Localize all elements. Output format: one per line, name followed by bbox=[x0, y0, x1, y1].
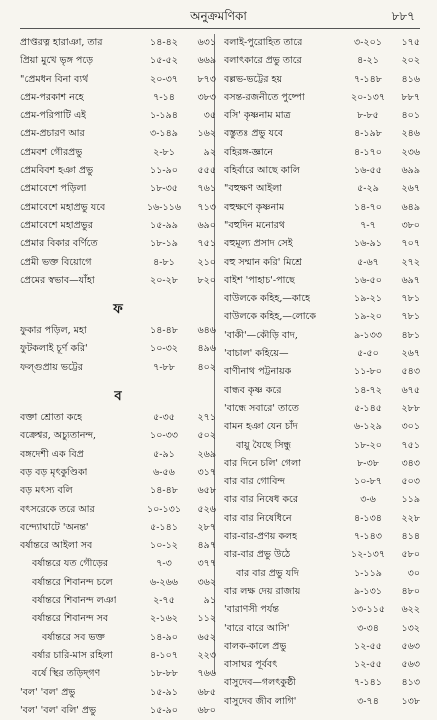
entry-page: ৪১৩ bbox=[401, 677, 420, 689]
entry-text: বহুক্ষণে কৃষ্ণনাম bbox=[224, 201, 285, 213]
entry-page: ৫৮০ bbox=[401, 549, 420, 561]
entry-page: ৩০১ bbox=[401, 421, 420, 433]
page-header bbox=[0, 6, 437, 28]
entry-page: ২২৮ bbox=[401, 512, 420, 524]
entry-reference: ৪-৮১ bbox=[153, 256, 175, 268]
entry-reference: ৭-৭ bbox=[360, 219, 376, 231]
entry-text: বায়ু যৈছে সিন্ধু bbox=[236, 439, 292, 451]
entry-text: বামন হঞা যেন চাঁদ bbox=[224, 421, 298, 433]
entry-page: ২৮৮ bbox=[401, 402, 420, 414]
entry-page: ৬৫৮ bbox=[197, 485, 216, 497]
index-entry bbox=[224, 125, 420, 143]
entry-text: বার-বার প্রভু উঠে bbox=[224, 549, 291, 561]
entry-text: বর্ষান্তরে শিবানন্দ লঞা bbox=[32, 595, 117, 607]
index-entry bbox=[20, 162, 216, 180]
entry-reference: ৫-১৪৫ bbox=[354, 402, 382, 414]
entry-text: বর্ষার চারি-মাস রহিলা bbox=[32, 649, 113, 661]
entry-reference: ৩-৬ bbox=[360, 494, 376, 506]
entry-reference: ২০-২৮ bbox=[150, 274, 178, 286]
entry-reference: ১০-১২ bbox=[150, 540, 178, 552]
entry-reference: ৮-৮৫ bbox=[357, 110, 379, 122]
entry-page: ৩৪৩ bbox=[401, 457, 420, 469]
index-entry bbox=[20, 519, 216, 537]
entry-page: ৬৯৯ bbox=[401, 165, 420, 177]
entry-reference: ১১-৯০ bbox=[150, 165, 178, 177]
entry-text: বঙ্গদেশী এক বিপ্র bbox=[20, 448, 84, 460]
entry-reference: ৪-২১ bbox=[357, 55, 379, 67]
entry-text: বাউলকে কহিহ,—কাহে bbox=[224, 293, 311, 305]
index-entry bbox=[20, 359, 216, 377]
index-entry bbox=[20, 107, 216, 125]
entry-reference: ৭-১৪ bbox=[153, 91, 175, 103]
entry-text: "প্রেমধন বিনা ব্যর্থ bbox=[20, 73, 89, 85]
entry-text: বাসুদেব জীব লাগি' bbox=[224, 695, 297, 707]
entry-page: ৮২০ bbox=[197, 274, 216, 286]
entry-page: ৫০২ bbox=[197, 430, 216, 442]
entry-reference: ১৮-৩৫ bbox=[150, 183, 178, 195]
index-entry bbox=[224, 491, 420, 509]
index-entry bbox=[224, 656, 420, 674]
entry-page: ২৪৬ bbox=[401, 128, 420, 140]
entry-text: বলাৎকারে প্রভু তারে bbox=[224, 55, 302, 67]
index-entry bbox=[224, 52, 420, 70]
entry-reference: ২-১৬২ bbox=[150, 613, 178, 625]
entry-page: ৭৬৬ bbox=[197, 668, 216, 680]
index-entry bbox=[20, 52, 216, 70]
entry-reference: ৫-৯১ bbox=[153, 448, 175, 460]
index-entry bbox=[224, 601, 420, 619]
entry-page: ৬৭৫ bbox=[401, 384, 420, 396]
entry-reference: ৩-১৪৯ bbox=[150, 128, 178, 140]
entry-reference: ৬-৫৬ bbox=[153, 466, 175, 478]
entry-reference: ১৯-২০ bbox=[354, 311, 382, 323]
entry-page: ৬৯০ bbox=[197, 219, 216, 231]
entry-page: ৪০২ bbox=[197, 361, 216, 373]
index-entry bbox=[20, 272, 216, 290]
entry-reference: ৫-৩৫ bbox=[153, 412, 175, 424]
index-entry bbox=[20, 322, 216, 340]
entry-text: বসন্ত-রজনীতে পুষ্পো bbox=[224, 91, 305, 103]
entry-text: বার-বার-প্রণয় কলহ bbox=[224, 531, 298, 543]
entry-reference: ১৮-৮৮ bbox=[150, 668, 178, 680]
entry-page: ৪১৬ bbox=[401, 73, 420, 85]
entry-text: প্রেমার বিকার বর্ণিতে bbox=[20, 238, 98, 250]
entry-page: ৪১৪ bbox=[401, 531, 420, 543]
entry-reference: ১২-১৩৭ bbox=[350, 549, 386, 561]
entry-reference: ১৪-৭২ bbox=[354, 384, 382, 396]
entry-reference: ১২-৫৫ bbox=[354, 640, 382, 652]
entry-text: প্রিয়া মুখে ভৃঙ্গ পড়ে bbox=[20, 55, 93, 67]
entry-page: ৯২ bbox=[203, 146, 216, 158]
entry-reference: ৯-১৩৩ bbox=[354, 329, 382, 341]
entry-page: ৬৯৭ bbox=[401, 274, 420, 286]
entry-reference: ৪-১০৭ bbox=[150, 649, 178, 661]
index-entry bbox=[20, 555, 216, 573]
entry-reference: ১০-৮৭ bbox=[354, 476, 382, 488]
entry-text: 'বান্ধে সবারে' তাতে bbox=[224, 402, 299, 414]
index-entry bbox=[20, 592, 216, 610]
entry-text: বক্রেশ্বর, অচ্যুতানন্দ, bbox=[20, 430, 97, 442]
entry-reference: ১২-৫৫ bbox=[354, 659, 382, 671]
entry-reference: ১০-৩২ bbox=[150, 343, 178, 355]
index-entry bbox=[224, 162, 420, 180]
index-entry bbox=[20, 199, 216, 217]
entry-reference: ২-৮১ bbox=[153, 146, 175, 158]
entry-page: ৩০ bbox=[407, 567, 420, 579]
entry-text: ফুটকলাই চূর্ণ করি' bbox=[20, 343, 88, 355]
entry-page: ৮৭৩ bbox=[197, 73, 216, 85]
index-entry bbox=[20, 180, 216, 198]
entry-page: ১৭৫ bbox=[401, 37, 420, 48]
entry-text: বার বার নিষেধ করে bbox=[224, 494, 299, 506]
entry-reference: ৬-২৬৬ bbox=[150, 576, 178, 588]
entry-reference: ১৬-৫৫ bbox=[354, 165, 382, 177]
index-entry bbox=[20, 34, 216, 52]
entry-text: বাউলকে কহিহ,—লোকে bbox=[224, 311, 317, 323]
entry-reference: ১৪-৪২ bbox=[150, 37, 178, 48]
entry-reference: ১৫-৯৯ bbox=[150, 219, 178, 231]
entry-reference: ৪-১৭০ bbox=[354, 146, 382, 158]
entry-page: ২৮৭ bbox=[197, 521, 216, 533]
entry-text: "বহুক্ষণ আইলা bbox=[224, 183, 283, 195]
index-entry bbox=[20, 427, 216, 445]
entry-text: প্রেমাবেশে মহাপ্রভু যবে bbox=[20, 201, 106, 213]
index-entry bbox=[20, 665, 216, 683]
entry-reference: ১০-৩৩ bbox=[150, 430, 178, 442]
entry-text: প্রেমী ভক্ত বিয়োগে bbox=[20, 256, 92, 268]
entry-page: ৩৭৭ bbox=[197, 558, 216, 570]
entry-page: ৭৫১ bbox=[197, 238, 216, 250]
index-entry bbox=[20, 125, 216, 143]
index-entry bbox=[20, 684, 216, 702]
section-letter: ব bbox=[114, 389, 122, 405]
entry-page: ২১০ bbox=[197, 256, 216, 268]
entry-text: বাসুদেব—গলৎকুষ্ঠী bbox=[224, 677, 296, 689]
entry-text: বন্দ্যোঘাটে 'অনন্ত' bbox=[20, 521, 89, 533]
section-letter: ফ bbox=[113, 302, 123, 318]
entry-text: বালক-কালে প্রভু bbox=[224, 640, 287, 652]
entry-reference: ১৪-৭০ bbox=[354, 201, 382, 213]
entry-text: প্রেমবিবশ হঞা প্রভু bbox=[20, 165, 94, 177]
index-entry bbox=[20, 340, 216, 358]
index-entry bbox=[224, 235, 420, 253]
entry-page: ১৩২ bbox=[401, 622, 420, 634]
entry-text: বাণীনাথ পট্টনায়ক bbox=[224, 366, 292, 378]
section-gap bbox=[20, 290, 216, 298]
index-entry bbox=[224, 345, 420, 363]
entry-reference: ২০-১৩৭ bbox=[350, 91, 386, 103]
entry-page: ২৭১ bbox=[197, 412, 216, 424]
entry-page: ১৬২ bbox=[197, 128, 216, 140]
entry-text: বসি' কৃষ্ণনাম মাত্র bbox=[224, 110, 291, 122]
index-entry bbox=[20, 254, 216, 272]
entry-reference: ৫-৬৭ bbox=[357, 256, 379, 268]
entry-reference: ৫-৫০ bbox=[357, 348, 379, 360]
entry-text: প্রেমাবেশে পড়িলা bbox=[20, 183, 87, 195]
entry-text: বস্তুতঃ প্রভু যবে bbox=[224, 128, 284, 140]
index-entry bbox=[20, 610, 216, 628]
entry-page: ৫৪৩ bbox=[401, 366, 420, 378]
entry-reference: ২০-৩৭ bbox=[150, 73, 178, 85]
entry-text: বৎসরেকে তরে আর bbox=[20, 503, 95, 515]
index-entry bbox=[224, 71, 420, 89]
page-title: অনুক্রমণিকা bbox=[190, 9, 247, 23]
entry-page: ৪৯৬ bbox=[197, 343, 216, 355]
entry-text: বর্ষান্তরে শিবানন্দ চলে bbox=[32, 576, 113, 588]
entry-page: ৫৬৩ bbox=[401, 659, 420, 671]
entry-page: ৬৪৬ bbox=[197, 325, 216, 337]
entry-page: ৩১৭ bbox=[197, 466, 216, 478]
entry-reference: ৫-১৪১ bbox=[150, 521, 178, 533]
entry-reference: ৭-১৪১ bbox=[354, 677, 382, 689]
entry-reference: ৩-৩৪ bbox=[357, 622, 379, 634]
entry-text: প্রেমবশ গৌরপ্রভু bbox=[20, 146, 83, 158]
entry-page: ৬৩১ bbox=[197, 37, 216, 48]
entry-reference: ৭-১৪৮ bbox=[354, 73, 382, 85]
entry-page: ৬২২ bbox=[401, 604, 420, 616]
index-entry bbox=[224, 546, 420, 564]
entry-text: "বহুদিন মনোরথ bbox=[224, 219, 286, 231]
entry-page: ৪৮১ bbox=[401, 329, 420, 341]
entry-text: বার লক্ষ দেয় রাজায় bbox=[224, 585, 301, 597]
index-entry bbox=[224, 473, 420, 491]
index-entry bbox=[224, 290, 420, 308]
entry-text: বাসাঘর পূর্ববৎ bbox=[224, 659, 278, 671]
entry-text: বলাই-পুরোহিত তারে bbox=[224, 37, 303, 48]
entry-text: 'বারাণসী পর্যন্ত bbox=[224, 604, 279, 616]
index-entry bbox=[224, 327, 420, 345]
entry-text: ফুকার পড়িল, মহা bbox=[20, 325, 87, 337]
entry-text: বড় বড় মৃৎকুণ্ডিকা bbox=[20, 466, 88, 478]
index-entry bbox=[224, 363, 420, 381]
entry-page: ৪০১ bbox=[401, 110, 420, 122]
entry-page: ৩৮৩ bbox=[197, 91, 216, 103]
entry-reference: ১৪-৯০ bbox=[150, 631, 178, 643]
entry-reference: ১৩-১১৫ bbox=[350, 604, 386, 616]
entry-page: ২০২ bbox=[401, 55, 420, 67]
entry-reference: ৬-১২৯ bbox=[354, 421, 382, 433]
entry-text: বান্ধব কৃষ্ণ করে bbox=[224, 384, 282, 396]
entry-text: বহু সম্মান করি' মিশ্রে bbox=[224, 256, 303, 268]
entry-text: বহুমূল্য প্রসাদ সেই bbox=[224, 238, 293, 250]
entry-page: ৭১৩ bbox=[197, 201, 216, 213]
index-entry bbox=[20, 702, 216, 720]
index-entry bbox=[224, 382, 420, 400]
index-entry bbox=[224, 418, 420, 436]
index-entry bbox=[20, 144, 216, 162]
entry-text: 'বারে বারে আসি' bbox=[224, 622, 290, 634]
entry-page: ২৬৭ bbox=[401, 183, 420, 195]
index-entry bbox=[20, 537, 216, 555]
entry-text: বর্ষে স্থির তড়িদ্‌গণ bbox=[32, 668, 101, 680]
entry-reference: ১৬-৫০ bbox=[354, 274, 382, 286]
index-entry bbox=[224, 674, 420, 692]
entry-page: ৫৫৫ bbox=[197, 165, 216, 177]
entry-reference: ১৪-৪৮ bbox=[150, 485, 178, 497]
index-entry bbox=[224, 620, 420, 638]
index-entry bbox=[20, 464, 216, 482]
entry-page: ৩৫ bbox=[203, 110, 216, 122]
index-entry bbox=[224, 528, 420, 546]
index-entry bbox=[20, 446, 216, 464]
entry-page: ৫০৩ bbox=[401, 476, 420, 488]
entry-page: ২৬৭ bbox=[401, 348, 420, 360]
index-entry bbox=[224, 180, 420, 198]
entry-reference: ৭-৩ bbox=[156, 558, 172, 570]
entry-reference: ৩-২০১ bbox=[354, 37, 382, 48]
entry-text: বর্ষান্তরে সব ভক্ত bbox=[42, 631, 105, 643]
entry-text: বক্তা শ্রোতা কহে bbox=[20, 412, 83, 424]
entry-reference: ৩-৭৪ bbox=[357, 695, 379, 707]
page-number: ৮৮৭ bbox=[391, 9, 415, 23]
entry-text: 'বল' 'বল' প্রভু bbox=[20, 686, 76, 698]
entry-page: ৭৮১ bbox=[401, 293, 420, 305]
entry-text: বহির্বারে আছে কালি bbox=[224, 165, 300, 177]
index-entry bbox=[20, 89, 216, 107]
index-entry bbox=[224, 107, 420, 125]
entry-reference: ১৮-২০ bbox=[354, 439, 382, 451]
entry-reference: ৪-১৩৪ bbox=[354, 512, 382, 524]
entry-page: ৬৬৯ bbox=[197, 55, 216, 67]
index-entry bbox=[224, 693, 420, 711]
index-entry bbox=[224, 437, 420, 455]
entry-reference: ১৯-২১ bbox=[354, 293, 382, 305]
entry-text: বর্ষান্তরে যত গৌড়ের bbox=[32, 558, 109, 570]
index-entry bbox=[224, 217, 420, 235]
entry-text: বহিরঙ্গ-জ্ঞানে bbox=[224, 146, 274, 158]
entry-text: বার বার নিষেধিনে bbox=[224, 512, 292, 524]
entry-reference: ১৫-৯০ bbox=[150, 704, 178, 716]
index-entry bbox=[20, 647, 216, 665]
index-entry bbox=[224, 400, 420, 418]
entry-text: বড় মৎস্য বলি bbox=[20, 485, 73, 497]
index-entry bbox=[224, 144, 420, 162]
entry-page: ২৩৬ bbox=[401, 146, 420, 158]
entry-page: ২২৩ bbox=[197, 649, 216, 661]
index-entry bbox=[20, 574, 216, 592]
index-entry bbox=[224, 254, 420, 272]
entry-reference: ১৫-৫২ bbox=[150, 55, 178, 67]
entry-reference: ৯-১৩১ bbox=[354, 585, 382, 597]
index-entry bbox=[224, 455, 420, 473]
entry-text: বার বার প্রভু যদি bbox=[236, 567, 299, 579]
entry-page: ৯১ bbox=[203, 595, 216, 607]
entry-reference: ২-৭৫ bbox=[153, 595, 175, 607]
left-index-column bbox=[20, 34, 216, 720]
index-entry bbox=[224, 308, 420, 326]
entry-page: ৮৮৭ bbox=[401, 91, 420, 103]
index-entry bbox=[20, 409, 216, 427]
entry-page: ৭৮১ bbox=[401, 311, 420, 323]
entry-text: প্রেম-পরিপাটি এই bbox=[20, 110, 87, 122]
entry-reference: ৮-৩৮ bbox=[357, 457, 379, 469]
index-entry bbox=[224, 272, 420, 290]
index-entry bbox=[20, 629, 216, 647]
index-entry bbox=[224, 199, 420, 217]
entry-reference: ১৪-৪৮ bbox=[150, 325, 178, 337]
entry-reference: ৭-৮৮ bbox=[153, 361, 175, 373]
entry-page: ৪৮০ bbox=[401, 585, 420, 597]
entry-page: ৭৫১ bbox=[401, 439, 420, 451]
entry-reference: ১৮-১৯ bbox=[150, 238, 178, 250]
entry-reference: ৭-১৪৩ bbox=[354, 531, 382, 543]
index-entry bbox=[20, 482, 216, 500]
index-entry bbox=[224, 565, 420, 583]
section-gap bbox=[20, 377, 216, 385]
index-entry bbox=[20, 235, 216, 253]
index-entry bbox=[20, 71, 216, 89]
entry-page: ৫২৬ bbox=[197, 503, 216, 515]
entry-reference: ১৫-৯১ bbox=[150, 686, 178, 698]
index-entry bbox=[224, 510, 420, 528]
index-entry bbox=[224, 583, 420, 601]
entry-page: ১১২ bbox=[197, 613, 216, 625]
index-entry bbox=[224, 34, 420, 52]
entry-page: ৩৬২ bbox=[197, 576, 216, 588]
entry-text: বার বার গোবিন্দ bbox=[224, 476, 286, 488]
header-rule bbox=[20, 28, 420, 29]
entry-reference: ১-১৯৪ bbox=[150, 110, 178, 122]
entry-text: 'বল' 'বল' বলি' প্রভু bbox=[20, 704, 97, 716]
index-entry bbox=[20, 501, 216, 519]
entry-page: ৫৬৩ bbox=[401, 640, 420, 652]
entry-text: প্রেম-প্রচারণ আর bbox=[20, 128, 85, 140]
index-entry bbox=[224, 89, 420, 107]
entry-page: ৭০৭ bbox=[401, 238, 420, 250]
entry-page: ২৬৯ bbox=[197, 448, 216, 460]
entry-text: প্রেম-পরকাশ নহে bbox=[20, 91, 84, 103]
index-entry bbox=[20, 217, 216, 235]
entry-text: ফল্গুপ্রায় ভট্টের bbox=[20, 361, 84, 373]
entry-reference: ১৬-৯১ bbox=[354, 238, 382, 250]
entry-text: বাইশ 'পাহাচ'-পাছে bbox=[224, 274, 295, 286]
entry-text: বর্ষান্তরে শিবানন্দ সব bbox=[32, 613, 109, 625]
entry-page: ৭৬১ bbox=[197, 183, 216, 195]
entry-page: ১৩৮ bbox=[401, 695, 420, 707]
entry-reference: ৪-১৯৮ bbox=[354, 128, 382, 140]
entry-page: ৬৮০ bbox=[197, 704, 216, 716]
entry-reference: ১১-৮০ bbox=[354, 366, 382, 378]
entry-reference: ১৬-১১৬ bbox=[146, 201, 182, 213]
entry-reference: ১-১১৯ bbox=[354, 567, 382, 579]
entry-reference: ১০-১৩১ bbox=[146, 503, 182, 515]
entry-text: প্রেমাবেশে মহাপ্রভুর bbox=[20, 219, 93, 231]
entry-page: ৪৯৭ bbox=[197, 540, 216, 552]
entry-text: প্রেমের স্বভাব—যাঁহা bbox=[20, 274, 95, 286]
entry-text: বল্লভ-ভট্টের হয় bbox=[224, 73, 283, 85]
entry-page: ৬৪৯ bbox=[401, 201, 420, 213]
entry-page: ৩৮০ bbox=[401, 219, 420, 231]
entry-page: ৬৮৫ bbox=[197, 686, 216, 698]
entry-text: 'বাচাল' কহিয়ে— bbox=[224, 348, 289, 360]
entry-text: বর্ষান্তরে আইলা সব bbox=[20, 540, 93, 552]
entry-reference: ৫-২৯ bbox=[357, 183, 379, 195]
entry-text: প্রাপ্তরত্ন হারাঞা, তার bbox=[20, 37, 103, 48]
entry-text: 'বাকী'—কৌড়ি বাদ, bbox=[224, 329, 298, 341]
right-index-column bbox=[224, 34, 420, 711]
entry-page: ১১৯ bbox=[401, 494, 420, 506]
index-entry bbox=[224, 638, 420, 656]
entry-text: বার দিনে চলি' গেলা bbox=[224, 457, 301, 469]
entry-page: ২৭২ bbox=[401, 256, 420, 268]
entry-page: ৬৫২ bbox=[197, 631, 216, 643]
